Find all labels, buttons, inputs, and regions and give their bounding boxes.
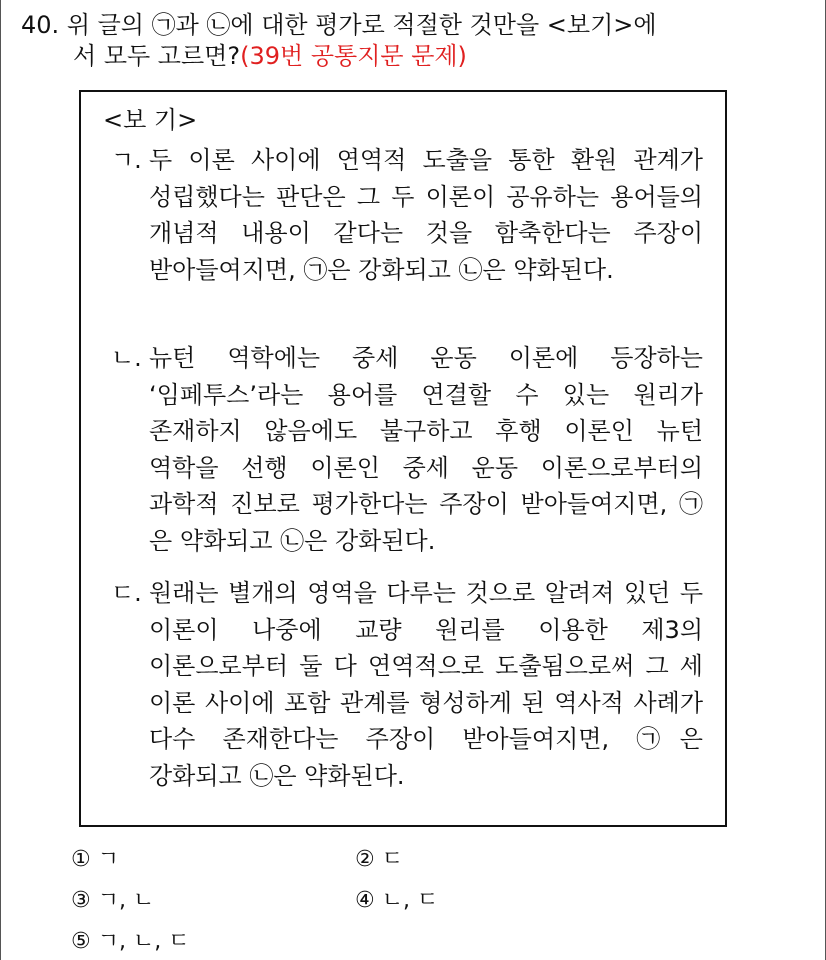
choice-5-text: ㄱ, ㄴ, ㄷ bbox=[97, 929, 190, 954]
bogi-title: <보 기> bbox=[103, 106, 198, 134]
question-text-1: 위 글의 ㉠과 ㉡에 대한 평가로 적절한 것만을 <보기>에 bbox=[66, 11, 657, 39]
choice-4-number: ④ bbox=[355, 888, 375, 913]
choice-2-number: ② bbox=[355, 847, 375, 872]
bogi-text-a: 두 이론 사이에 연역적 도출을 통한 환원 관계가 성립했다는 판단은 그 두 이론이 공유하는 용어들의 개념적 내용이 같다는 것을 함축한다는 주장이 받아들여지면, ㉠은 강화되고 ㉡은 약화된다. bbox=[149, 146, 703, 284]
question-text-2: 서 모두 고르면? bbox=[73, 42, 241, 70]
choice-3-number: ③ bbox=[71, 888, 91, 913]
choice-1[interactable] bbox=[71, 845, 119, 875]
bogi-marker-a: ㄱ. bbox=[111, 146, 142, 174]
choice-2-text: ㄷ bbox=[381, 847, 403, 872]
bogi-item-a bbox=[111, 142, 703, 288]
choice-2[interactable] bbox=[355, 845, 403, 875]
bogi-marker-b: ㄴ. bbox=[111, 344, 142, 372]
choice-4-text: ㄴ, ㄷ bbox=[381, 888, 439, 913]
choice-3[interactable] bbox=[71, 886, 154, 916]
question-line-2 bbox=[21, 41, 801, 72]
choice-5[interactable] bbox=[71, 927, 189, 957]
choice-1-number: ① bbox=[71, 847, 91, 872]
bogi-marker-c: ㄷ. bbox=[111, 579, 142, 607]
bogi-item-b bbox=[111, 340, 703, 559]
bogi-text-c: 원래는 별개의 영역을 다루는 것으로 알려져 있던 두 이론이 나중에 교량 원리를 이용한 제3의 이론으로부터 둘 다 연역적으로 도출됨으로써 그 세 이론 사이에 포함 관계를 형성하게 된 역사적 사례가 다수 존재한다는 주장이 받아들여지면, ㉠은 강화되고 ㉡은 약화된다. bbox=[149, 579, 703, 790]
choice-1-text: ㄱ bbox=[97, 847, 119, 872]
question-stem bbox=[21, 10, 801, 72]
question-note: (39번 공통지문 문제) bbox=[240, 42, 467, 70]
bogi-item-c bbox=[111, 575, 703, 794]
choice-5-number: ⑤ bbox=[71, 929, 91, 954]
question-line-1 bbox=[21, 10, 801, 41]
question-number: 40. bbox=[21, 11, 60, 39]
choice-3-text: ㄱ, ㄴ bbox=[97, 888, 155, 913]
bogi-box bbox=[79, 90, 727, 827]
choice-4[interactable] bbox=[355, 886, 438, 916]
bogi-text-b: 뉴턴 역학에는 중세 운동 이론에 등장하는 ‘임페투스’라는 용어를 연결할 수 있는 원리가 존재하지 않음에도 불구하고 후행 이론인 뉴턴 역학을 선행 이론인 중세 운동 이론으로부터의 과학적 진보로 평가한다는 주장이 받아들여지면, ㉠은 약화되고 ㉡은 강화된다. bbox=[149, 344, 703, 555]
